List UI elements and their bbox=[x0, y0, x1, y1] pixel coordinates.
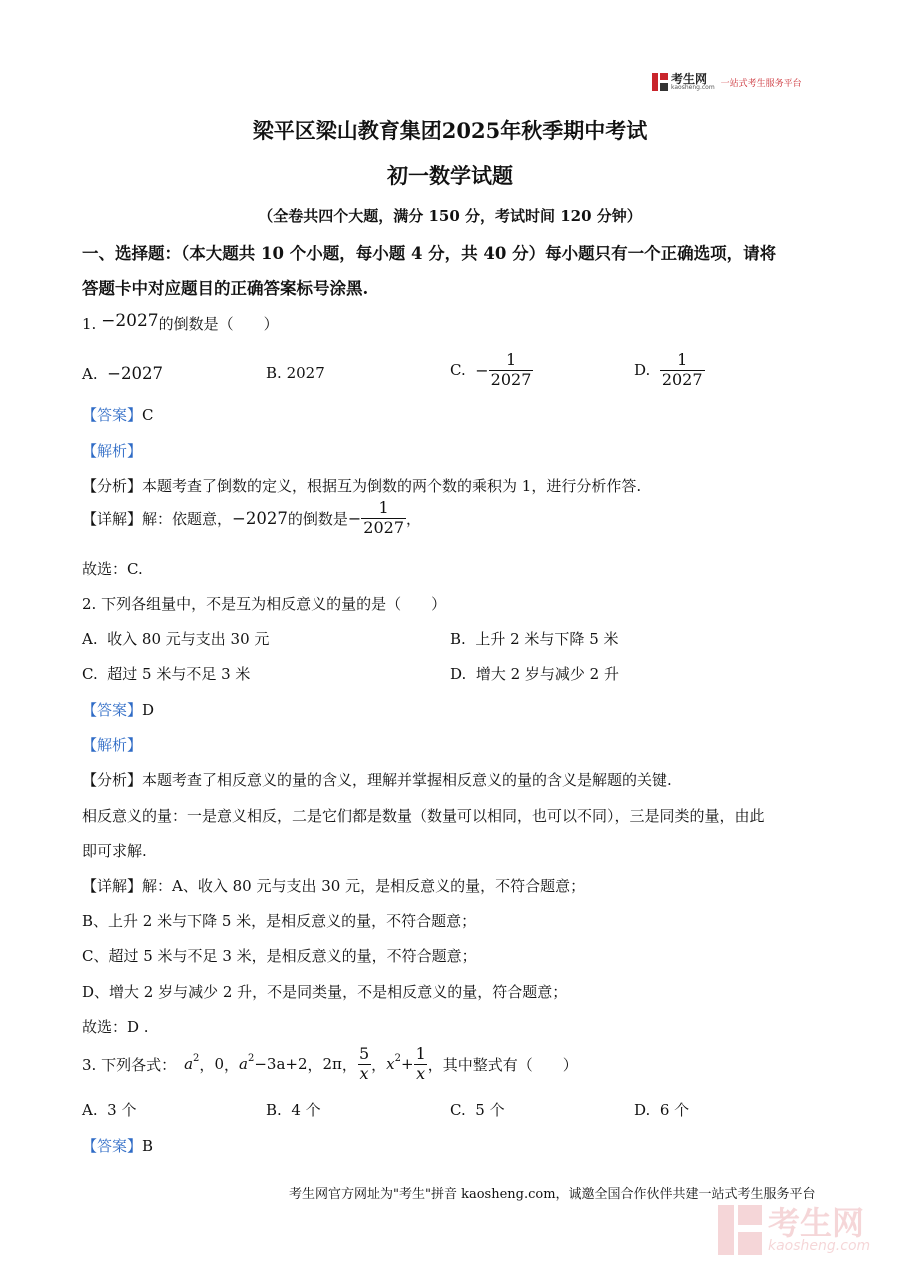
q1-number: 1. bbox=[82, 315, 97, 333]
q1-expression: −2027 bbox=[101, 311, 159, 331]
q2-answer: 【答案】D bbox=[82, 701, 155, 719]
q2-detail-d: D、增大 2 岁与减少 2 升，不是同类量，不是相反意义的量，符合题意； bbox=[82, 983, 568, 1001]
q2-conclusion: 故选：D . bbox=[82, 1018, 149, 1036]
q1-stem bbox=[82, 313, 279, 334]
logo-url: kaosheng.com bbox=[671, 84, 715, 91]
q1-fenxi: 【分析】本题考查了倒数的定义，根据互为倒数的两个数的乘积为 1，进行分析作答. bbox=[82, 477, 642, 495]
q1-option-d-fraction: $\frac{1}{2027}$ bbox=[661, 350, 703, 389]
q2-option-d: D. 增大 2 岁与减少 2 升 bbox=[450, 665, 619, 683]
q1-stem-text: 的倒数是（ ） bbox=[158, 315, 279, 333]
q2-definition-line2: 即可求解. bbox=[82, 842, 147, 860]
q2-option-a: A. 收入 80 元与支出 30 元 bbox=[82, 630, 270, 648]
watermark-url: kaosheng.com bbox=[768, 1238, 871, 1254]
q1-conclusion: 故选：C. bbox=[82, 560, 143, 578]
q3-stem: 3. 下列各式： a $^2$ ， 0 ， a $^2$ −3a+2 ， 2π ， $\frac{5}{x}$ ， x $^2$ + $\frac{1}{x}$ ，其中整式有（ ） bbox=[82, 1044, 578, 1083]
exam-title: 梁平区梁山教育集团2025年秋季期中考试 bbox=[252, 118, 648, 143]
logo-slogan: 一站式考生服务平台 bbox=[720, 78, 802, 89]
q3-answer: 【答案】B bbox=[82, 1137, 154, 1155]
exam-info: （全卷共四个大题，满分 150 分，考试时间 120 分钟） bbox=[258, 207, 642, 225]
logo-name: 考生网 bbox=[671, 72, 708, 86]
answer-tag: 【答案】 bbox=[82, 1137, 143, 1155]
q1-option-d: D. $\frac{1}{2027}$ bbox=[634, 350, 703, 389]
q1-option-c: C. − $\frac{1}{2027}$ bbox=[450, 350, 532, 389]
q3-option-c: C. 5 个 bbox=[450, 1101, 505, 1119]
q3-option-d: D. 6 个 bbox=[634, 1101, 690, 1119]
q3-option-a: A. 3 个 bbox=[82, 1101, 137, 1119]
answer-tag: 【答案】 bbox=[82, 701, 143, 719]
q3-fraction-1-over-x: $\frac{1}{x}$ bbox=[415, 1044, 426, 1083]
q1-option-a: A. −2027 bbox=[82, 364, 163, 383]
q1-answer: 【答案】C bbox=[82, 406, 154, 424]
q2-detail-a: 【详解】解：A、收入 80 元与支出 30 元，是相反意义的量，不符合题意； bbox=[82, 877, 586, 895]
q2-definition-line1: 相反意义的量：一是意义相反，二是它们都是数量（数量可以相同，也可以不同），三是同类的量，由此 bbox=[82, 807, 765, 825]
kaosheng-logo-icon bbox=[652, 73, 668, 91]
q1-detail: 【详解】 解：依题意， −2027 的倒数是 − $\frac{1}{2027}$ ， bbox=[82, 498, 422, 537]
q2-fenxi: 【分析】本题考查了相反意义的量的含义，理解并掌握相反意义的量的含义是解题的关键. bbox=[82, 771, 672, 789]
section-heading-line2: 答题卡中对应题目的正确答案标号涂黑. bbox=[82, 279, 369, 298]
q3-fraction-5-over-x: $\frac{5}{x}$ bbox=[358, 1044, 370, 1083]
q2-option-b: B. 上升 2 米与下降 5 米 bbox=[450, 630, 619, 648]
q1-detail-fraction: $\frac{1}{2027}$ bbox=[363, 498, 404, 537]
footer-note: 考生网官方网址为"考生"拼音 kaosheng.com，诚邀全国合作伙伴共建一站式考生服务平台 bbox=[289, 1187, 816, 1202]
watermark-logo-icon bbox=[718, 1205, 762, 1255]
section-heading-line1: 一、选择题：（本大题共 10 个小题，每小题 4 分，共 40 分）每小题只有一个正确选项，请将 bbox=[82, 244, 777, 263]
q1-option-c-fraction: $\frac{1}{2027}$ bbox=[490, 350, 532, 389]
q2-stem: 2. 下列各组量中，不是互为相反意义的量的是（ ） bbox=[82, 595, 447, 613]
q2-analysis-tag: 【解析】 bbox=[82, 736, 143, 754]
q2-option-c: C. 超过 5 米与不足 3 米 bbox=[82, 665, 251, 683]
q2-detail-b: B、上升 2 米与下降 5 米，是相反意义的量，不符合题意； bbox=[82, 912, 477, 930]
answer-tag: 【答案】 bbox=[82, 406, 143, 424]
watermark-name: 考生网 bbox=[768, 1204, 865, 1242]
exam-subtitle: 初一数学试题 bbox=[387, 163, 513, 188]
q3-option-b: B. 4 个 bbox=[266, 1101, 321, 1119]
q1-analysis-tag: 【解析】 bbox=[82, 442, 143, 460]
watermark bbox=[718, 1205, 870, 1255]
q2-detail-c: C、超过 5 米与不足 3 米，是相反意义的量，不符合题意； bbox=[82, 947, 477, 965]
site-logo bbox=[652, 73, 802, 91]
q1-option-b: B. 2027 bbox=[266, 364, 325, 382]
